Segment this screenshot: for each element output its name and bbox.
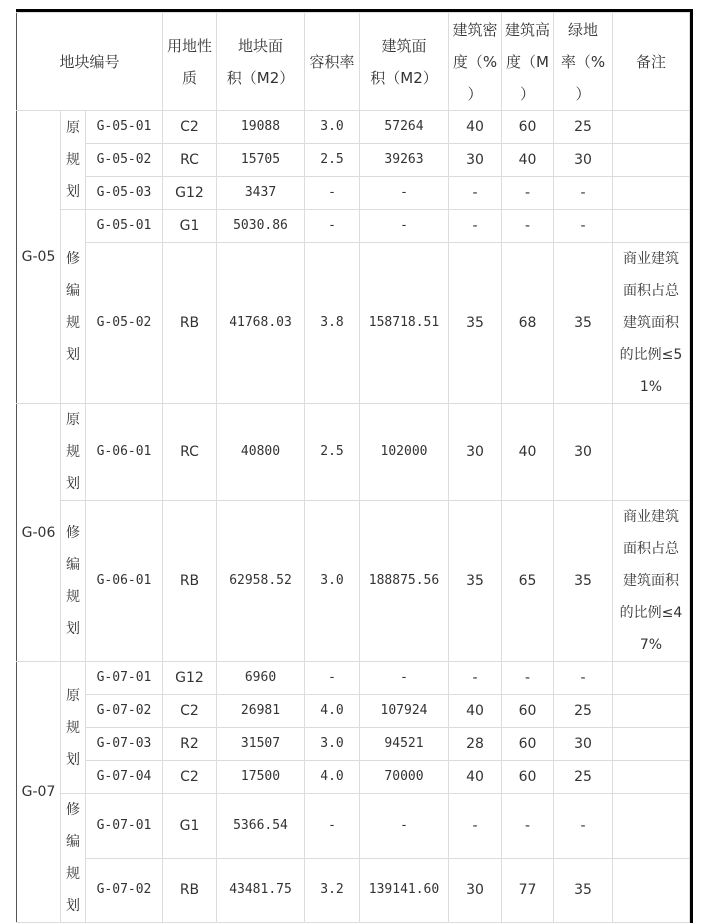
- label-char: 修: [66, 525, 80, 541]
- far-cell: 3.2: [305, 858, 360, 923]
- table-row: [17, 695, 690, 728]
- building-area-cell: 188875.56: [360, 501, 449, 662]
- area-cell: 40800: [217, 404, 305, 501]
- header-line: ）: [575, 84, 591, 103]
- header-line: ）: [467, 84, 483, 103]
- revised-plan-label: [61, 210, 86, 404]
- building-area-cell: 94521: [360, 728, 449, 761]
- remark-cell: [613, 858, 690, 923]
- density-cell: 40: [449, 761, 502, 794]
- table-row: [17, 662, 690, 695]
- header-line: 建筑面: [381, 36, 427, 55]
- group-id-cell: G-05: [17, 111, 61, 404]
- height-cell: 65: [502, 501, 554, 662]
- table-frame: [16, 9, 693, 923]
- green-cell: -: [554, 794, 613, 859]
- header-line: 度（%: [452, 52, 498, 71]
- green-cell: -: [554, 662, 613, 695]
- far-cell: 3.8: [305, 243, 360, 404]
- height-cell: 60: [502, 761, 554, 794]
- remark-line: 1%: [639, 379, 663, 395]
- height-cell: 40: [502, 404, 554, 501]
- header-line: 积（M2）: [226, 68, 295, 87]
- green-cell: 25: [554, 761, 613, 794]
- label-char: 划: [66, 346, 80, 363]
- header-height: [502, 13, 554, 111]
- label-char: 划: [66, 184, 80, 200]
- green-cell: 25: [554, 111, 613, 144]
- land-use-cell: RB: [163, 501, 217, 662]
- plot-code-cell: G-07-01: [86, 662, 163, 695]
- remark-line: 7%: [639, 637, 663, 653]
- remark-cell: [613, 243, 690, 404]
- label-char: 划: [66, 751, 80, 768]
- table-body: [17, 111, 690, 923]
- plot-code-cell: G-05-02: [86, 243, 163, 404]
- building-area-cell: 139141.60: [360, 858, 449, 923]
- green-cell: 30: [554, 404, 613, 501]
- land-use-cell: RB: [163, 243, 217, 404]
- area-cell: 19088: [217, 111, 305, 144]
- area-cell: 3437: [217, 177, 305, 210]
- original-plan-label: [61, 404, 86, 501]
- building-area-cell: -: [360, 177, 449, 210]
- remark-cell: [613, 695, 690, 728]
- green-cell: 30: [554, 144, 613, 177]
- height-cell: -: [502, 794, 554, 859]
- table-row: [17, 111, 690, 144]
- header-density: [449, 13, 502, 111]
- area-cell: 6960: [217, 662, 305, 695]
- label-char: 规: [66, 444, 80, 460]
- label-char: 划: [66, 898, 80, 914]
- area-cell: 43481.75: [217, 858, 305, 923]
- building-area-cell: 57264: [360, 111, 449, 144]
- height-cell: 60: [502, 728, 554, 761]
- label-char: 编: [66, 834, 80, 850]
- remark-cell: [613, 794, 690, 859]
- density-cell: 30: [449, 858, 502, 923]
- table-row: [17, 210, 690, 243]
- area-cell: 17500: [217, 761, 305, 794]
- table-row: [17, 243, 690, 404]
- header-far: 容积率: [305, 13, 360, 111]
- plot-code-cell: G-07-04: [86, 761, 163, 794]
- height-cell: 77: [502, 858, 554, 923]
- header-green: [554, 13, 613, 111]
- original-plan-label: [61, 662, 86, 794]
- remark-cell: [613, 761, 690, 794]
- label-char: 修: [66, 250, 80, 267]
- plot-code-cell: G-06-01: [86, 404, 163, 501]
- label-char: 原: [66, 412, 80, 428]
- land-use-cell: G1: [163, 210, 217, 243]
- far-cell: -: [305, 794, 360, 859]
- header-line: 积（M2）: [370, 68, 438, 87]
- far-cell: 3.0: [305, 111, 360, 144]
- density-cell: 28: [449, 728, 502, 761]
- land-use-cell: C2: [163, 761, 217, 794]
- far-cell: 2.5: [305, 404, 360, 501]
- area-cell: 15705: [217, 144, 305, 177]
- green-cell: 35: [554, 858, 613, 923]
- remark-cell: [613, 144, 690, 177]
- remark-cell: [613, 404, 690, 501]
- land-use-cell: G12: [163, 662, 217, 695]
- green-cell: 25: [554, 695, 613, 728]
- far-cell: 4.0: [305, 761, 360, 794]
- area-cell: 31507: [217, 728, 305, 761]
- density-cell: 30: [449, 144, 502, 177]
- revised-plan-label: [61, 501, 86, 662]
- remark-line: 建筑面积: [623, 315, 679, 331]
- green-cell: -: [554, 210, 613, 243]
- green-cell: -: [554, 177, 613, 210]
- label-char: 原: [66, 687, 80, 704]
- green-cell: 35: [554, 501, 613, 662]
- label-char: 修: [66, 802, 80, 818]
- density-cell: 40: [449, 695, 502, 728]
- header-line: 建筑密: [452, 20, 498, 39]
- remark-line: 的比例≤4: [619, 605, 683, 621]
- green-cell: 35: [554, 243, 613, 404]
- table-row: [17, 728, 690, 761]
- building-area-cell: 107924: [360, 695, 449, 728]
- plot-code-cell: G-07-01: [86, 794, 163, 859]
- header-line: 用地性: [166, 36, 212, 55]
- header-land-use: [163, 13, 217, 111]
- building-area-cell: 70000: [360, 761, 449, 794]
- land-use-cell: RB: [163, 858, 217, 923]
- far-cell: -: [305, 210, 360, 243]
- height-cell: 68: [502, 243, 554, 404]
- density-cell: -: [449, 794, 502, 859]
- plot-code-cell: G-07-02: [86, 695, 163, 728]
- land-use-cell: C2: [163, 695, 217, 728]
- header-remark: 备注: [613, 13, 690, 111]
- height-cell: 60: [502, 111, 554, 144]
- remark-cell: [613, 501, 690, 662]
- revised-plan-label: [61, 794, 86, 923]
- header-line: 度（M: [506, 52, 549, 71]
- building-area-cell: 39263: [360, 144, 449, 177]
- remark-cell: [613, 210, 690, 243]
- plot-code-cell: G-05-03: [86, 177, 163, 210]
- table-row: [17, 177, 690, 210]
- header-building-area: [360, 13, 449, 111]
- original-plan-label: [61, 111, 86, 210]
- table-row: [17, 144, 690, 177]
- remark-line: 面积占总: [623, 541, 679, 557]
- height-cell: -: [502, 662, 554, 695]
- label-char: 划: [66, 476, 80, 492]
- plot-code-cell: G-05-01: [86, 210, 163, 243]
- group-id-cell: G-07: [17, 662, 61, 923]
- remark-cell: [613, 177, 690, 210]
- density-cell: 35: [449, 501, 502, 662]
- plot-code-cell: G-07-03: [86, 728, 163, 761]
- header-line: 质: [181, 68, 197, 87]
- table-row: [17, 761, 690, 794]
- density-cell: -: [449, 177, 502, 210]
- land-use-cell: RC: [163, 404, 217, 501]
- header-line: 绿地: [567, 20, 598, 39]
- plot-code-cell: G-05-02: [86, 144, 163, 177]
- area-cell: 41768.03: [217, 243, 305, 404]
- remark-cell: [613, 728, 690, 761]
- plot-code-cell: G-06-01: [86, 501, 163, 662]
- table-row: [17, 404, 690, 501]
- remark-cell: [613, 111, 690, 144]
- group-id-cell: G-06: [17, 404, 61, 662]
- label-char: 编: [66, 557, 80, 573]
- label-char: 原: [66, 120, 80, 136]
- header-line: 率（%: [560, 52, 606, 71]
- label-char: 规: [66, 866, 80, 882]
- building-area-cell: 158718.51: [360, 243, 449, 404]
- land-use-cell: G1: [163, 794, 217, 859]
- far-cell: 3.0: [305, 728, 360, 761]
- far-cell: 2.5: [305, 144, 360, 177]
- land-use-cell: C2: [163, 111, 217, 144]
- remark-line: 商业建筑: [623, 251, 679, 267]
- land-use-cell: R2: [163, 728, 217, 761]
- land-use-cell: G12: [163, 177, 217, 210]
- height-cell: 40: [502, 144, 554, 177]
- plot-code-cell: G-07-02: [86, 858, 163, 923]
- remark-line: 的比例≤5: [619, 347, 683, 363]
- header-plot-no: 地块编号: [17, 13, 163, 111]
- header-row: [17, 13, 690, 111]
- far-cell: 4.0: [305, 695, 360, 728]
- header-line: ）: [519, 84, 535, 103]
- header-area: [217, 13, 305, 111]
- table-row: [17, 794, 690, 859]
- label-char: 编: [66, 282, 80, 299]
- label-char: 划: [66, 621, 80, 637]
- remark-line: 建筑面积: [623, 573, 679, 589]
- header-line: 建筑高: [504, 20, 550, 39]
- area-cell: 62958.52: [217, 501, 305, 662]
- building-area-cell: -: [360, 794, 449, 859]
- label-char: 规: [66, 314, 80, 331]
- area-cell: 26981: [217, 695, 305, 728]
- remark-line: 面积占总: [623, 283, 679, 299]
- density-cell: -: [449, 210, 502, 243]
- header-line: 地块面: [237, 36, 283, 55]
- area-cell: 5030.86: [217, 210, 305, 243]
- density-cell: 30: [449, 404, 502, 501]
- area-cell: 5366.54: [217, 794, 305, 859]
- building-area-cell: 102000: [360, 404, 449, 501]
- far-cell: -: [305, 177, 360, 210]
- density-cell: -: [449, 662, 502, 695]
- land-use-cell: RC: [163, 144, 217, 177]
- density-cell: 35: [449, 243, 502, 404]
- remark-line: 商业建筑: [623, 509, 679, 525]
- far-cell: -: [305, 662, 360, 695]
- height-cell: -: [502, 177, 554, 210]
- green-cell: 30: [554, 728, 613, 761]
- far-cell: 3.0: [305, 501, 360, 662]
- plot-indicator-table: [16, 12, 690, 923]
- table-row: [17, 501, 690, 662]
- building-area-cell: -: [360, 210, 449, 243]
- table-row: [17, 858, 690, 923]
- density-cell: 40: [449, 111, 502, 144]
- building-area-cell: -: [360, 662, 449, 695]
- label-char: 规: [66, 719, 80, 736]
- plot-code-cell: G-05-01: [86, 111, 163, 144]
- height-cell: 60: [502, 695, 554, 728]
- label-char: 规: [66, 589, 80, 605]
- label-char: 规: [66, 152, 80, 168]
- remark-cell: [613, 662, 690, 695]
- height-cell: -: [502, 210, 554, 243]
